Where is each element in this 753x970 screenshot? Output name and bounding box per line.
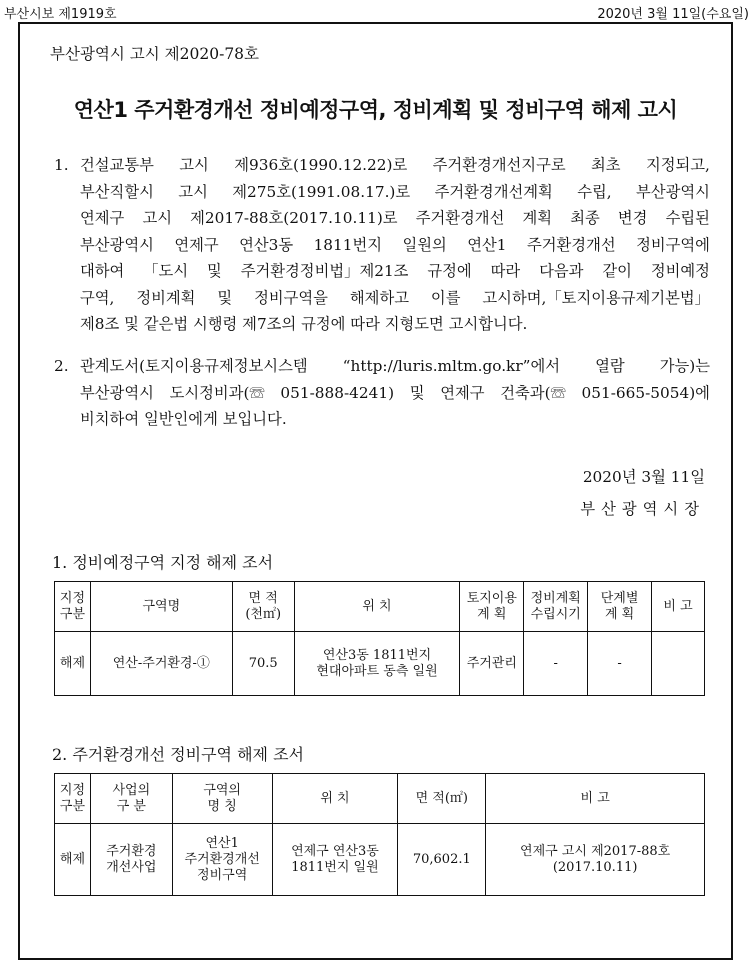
word: 부산광역시 [80, 383, 154, 402]
word: 도시정비과(☏ [169, 383, 265, 402]
table-header-cell: 면 적(㎡) [398, 774, 486, 824]
word: 건설교통부 [80, 156, 154, 174]
word: 최초 [591, 156, 621, 174]
table-cell: 연제구 고시 제2017-88호 (2017.10.11) [486, 824, 705, 896]
table-cell: 주거관리 [460, 632, 524, 696]
word: 051-888-4241) [280, 383, 395, 402]
word: 연제구 [440, 383, 485, 402]
paragraph-line [80, 179, 710, 206]
notice-frame [18, 22, 733, 960]
word: 연제구 [174, 235, 219, 254]
word: 부산광역시 [636, 182, 710, 201]
word: 정비구역에 [636, 235, 710, 254]
word: 같이 [602, 262, 632, 280]
word: 고시 [142, 209, 173, 227]
table-cell: 주거환경 개선사업 [90, 824, 172, 896]
table-header-cell: 위 치 [294, 582, 460, 632]
table-header-cell: 구역의 명 칭 [172, 774, 272, 824]
word: 열람 [595, 357, 625, 375]
table-header-cell: 비 고 [486, 774, 705, 824]
word: 부산직할시 [80, 182, 154, 201]
word: 수립, [577, 182, 612, 201]
table-header-cell: 단계별 계 획 [588, 582, 652, 632]
paragraph-line: 제8조 및 같은법 시행령 제7조의 규정에 따라 지형도면 고시합니다. [80, 315, 528, 333]
release-zone-table [54, 773, 705, 896]
table-header-cell: 토지이용 계 획 [460, 582, 524, 632]
word: 및 [217, 288, 233, 307]
paragraph-line [80, 205, 710, 232]
word: 정비계획 [136, 288, 196, 307]
notice-title: 연산1 주거환경개선 정비예정구역, 정비계획 및 정비구역 해제 고시 [73, 98, 678, 122]
page-header [0, 0, 753, 22]
word: 및 [207, 262, 222, 280]
paragraph-line [80, 380, 710, 407]
word: 최종 [570, 209, 600, 227]
word: 제2017-88호(2017.10.11)로 [190, 209, 398, 227]
word: 건축과(☏ [500, 383, 566, 402]
table-cell: 해제 [55, 632, 91, 696]
table-cell [652, 632, 705, 696]
word: 관계도서(토지이용규제정보시스템 [80, 357, 308, 375]
paragraph-number: 2. [54, 357, 69, 375]
word: 대하여 [80, 262, 125, 280]
table-header-cell: 사업의 구 분 [90, 774, 172, 824]
word: 다음과 [539, 262, 584, 280]
word: 주거환경개선계획 [434, 182, 553, 201]
word: 해제하고 [349, 288, 409, 307]
table-cell: 연제구 연산3동 1811번지 일원 [272, 824, 398, 896]
word: 고시하며,「토지이용규제기본법」 [482, 288, 710, 307]
paragraph-number: 1. [54, 156, 69, 174]
paragraph-line [80, 353, 710, 380]
word: 및 [409, 383, 425, 402]
word: 수립된 [665, 209, 710, 227]
table-header-cell: 비 고 [652, 582, 705, 632]
table-header-cell: 위 치 [272, 774, 398, 824]
notice-number: 부산광역시 고시 제2020-78호 [50, 45, 260, 63]
word: 주거환경개선 [526, 235, 616, 254]
word: 고시 [179, 156, 209, 174]
word: 연제구 [80, 209, 125, 227]
word: 주거환경개선 [415, 209, 505, 227]
table-cell: 70.5 [232, 632, 294, 696]
word: 규정에 [427, 262, 472, 280]
publication-date: 2020년 3월 11일(수요일) [597, 7, 749, 22]
signature-issuer: 부산광역시장 [580, 500, 705, 518]
table-header-cell: 정비계획 수립시기 [524, 582, 588, 632]
word: 따라 [490, 262, 521, 280]
word: 변경 [617, 209, 648, 227]
table-cell: 70,602.1 [398, 824, 486, 896]
word: 이를 [430, 288, 461, 307]
table-header-row [55, 582, 705, 632]
paragraph-line [80, 285, 710, 312]
word: 주거환경정비법」제21조 [240, 262, 409, 280]
word: 정비예정 [650, 262, 710, 280]
table-row [55, 824, 705, 896]
word: 부산광역시 [80, 235, 154, 254]
table-header-cell: 지정 구분 [55, 582, 91, 632]
paragraph-1 [54, 152, 710, 342]
paragraph-line [80, 232, 710, 259]
word: 제936호(1990.12.22)로 [234, 156, 408, 174]
table-cell: - [588, 632, 652, 696]
word: 일원의 [402, 235, 447, 254]
signature-date: 2020년 3월 11일 [582, 468, 705, 486]
word: 지정되고, [645, 156, 710, 174]
paragraph-line [80, 152, 710, 179]
word: 제275호(1991.08.17.)로 [232, 182, 411, 201]
table-cell: 연산1 주거환경개선 정비구역 [172, 824, 272, 896]
table-cell: 연산-주거환경-① [90, 632, 232, 696]
publication-number: 부산시보 제1919호 [4, 7, 117, 22]
table-cell: 해제 [55, 824, 91, 896]
word: 051-665-5054)에 [581, 383, 710, 402]
paragraph-line: 비치하여 일반인에게 보입니다. [80, 410, 287, 428]
word: 구역, [80, 288, 115, 307]
table-cell: 연산3동 1811번지 현대아파트 동측 일원 [294, 632, 460, 696]
section-2-title: 2. 주거환경개선 정비구역 해제 조서 [52, 745, 304, 764]
word: 가능)는 [659, 357, 710, 375]
word: 연산1 [467, 235, 507, 254]
word: 연산3동 [239, 235, 294, 254]
word: 1811번지 [313, 235, 383, 254]
word: 계획 [522, 209, 553, 227]
table-cell: - [524, 632, 588, 696]
word: 정비구역을 [254, 288, 328, 307]
table-header-row [55, 774, 705, 824]
section-1-title: 1. 정비예정구역 지정 해제 조서 [52, 553, 274, 572]
table-row [55, 632, 705, 696]
table-header-cell: 면 적 (천㎡) [232, 582, 294, 632]
paragraph-line [80, 258, 710, 285]
word: 「도시 [143, 262, 189, 280]
word: 고시 [178, 182, 208, 201]
word: “http://luris.mltm.go.kr”에서 [342, 357, 561, 375]
word: 주거환경개선지구로 [432, 156, 566, 174]
planned-zone-table [54, 581, 705, 696]
table-header-cell: 지정 구분 [55, 774, 91, 824]
paragraph-2 [54, 353, 710, 433]
table-header-cell: 구역명 [90, 582, 232, 632]
